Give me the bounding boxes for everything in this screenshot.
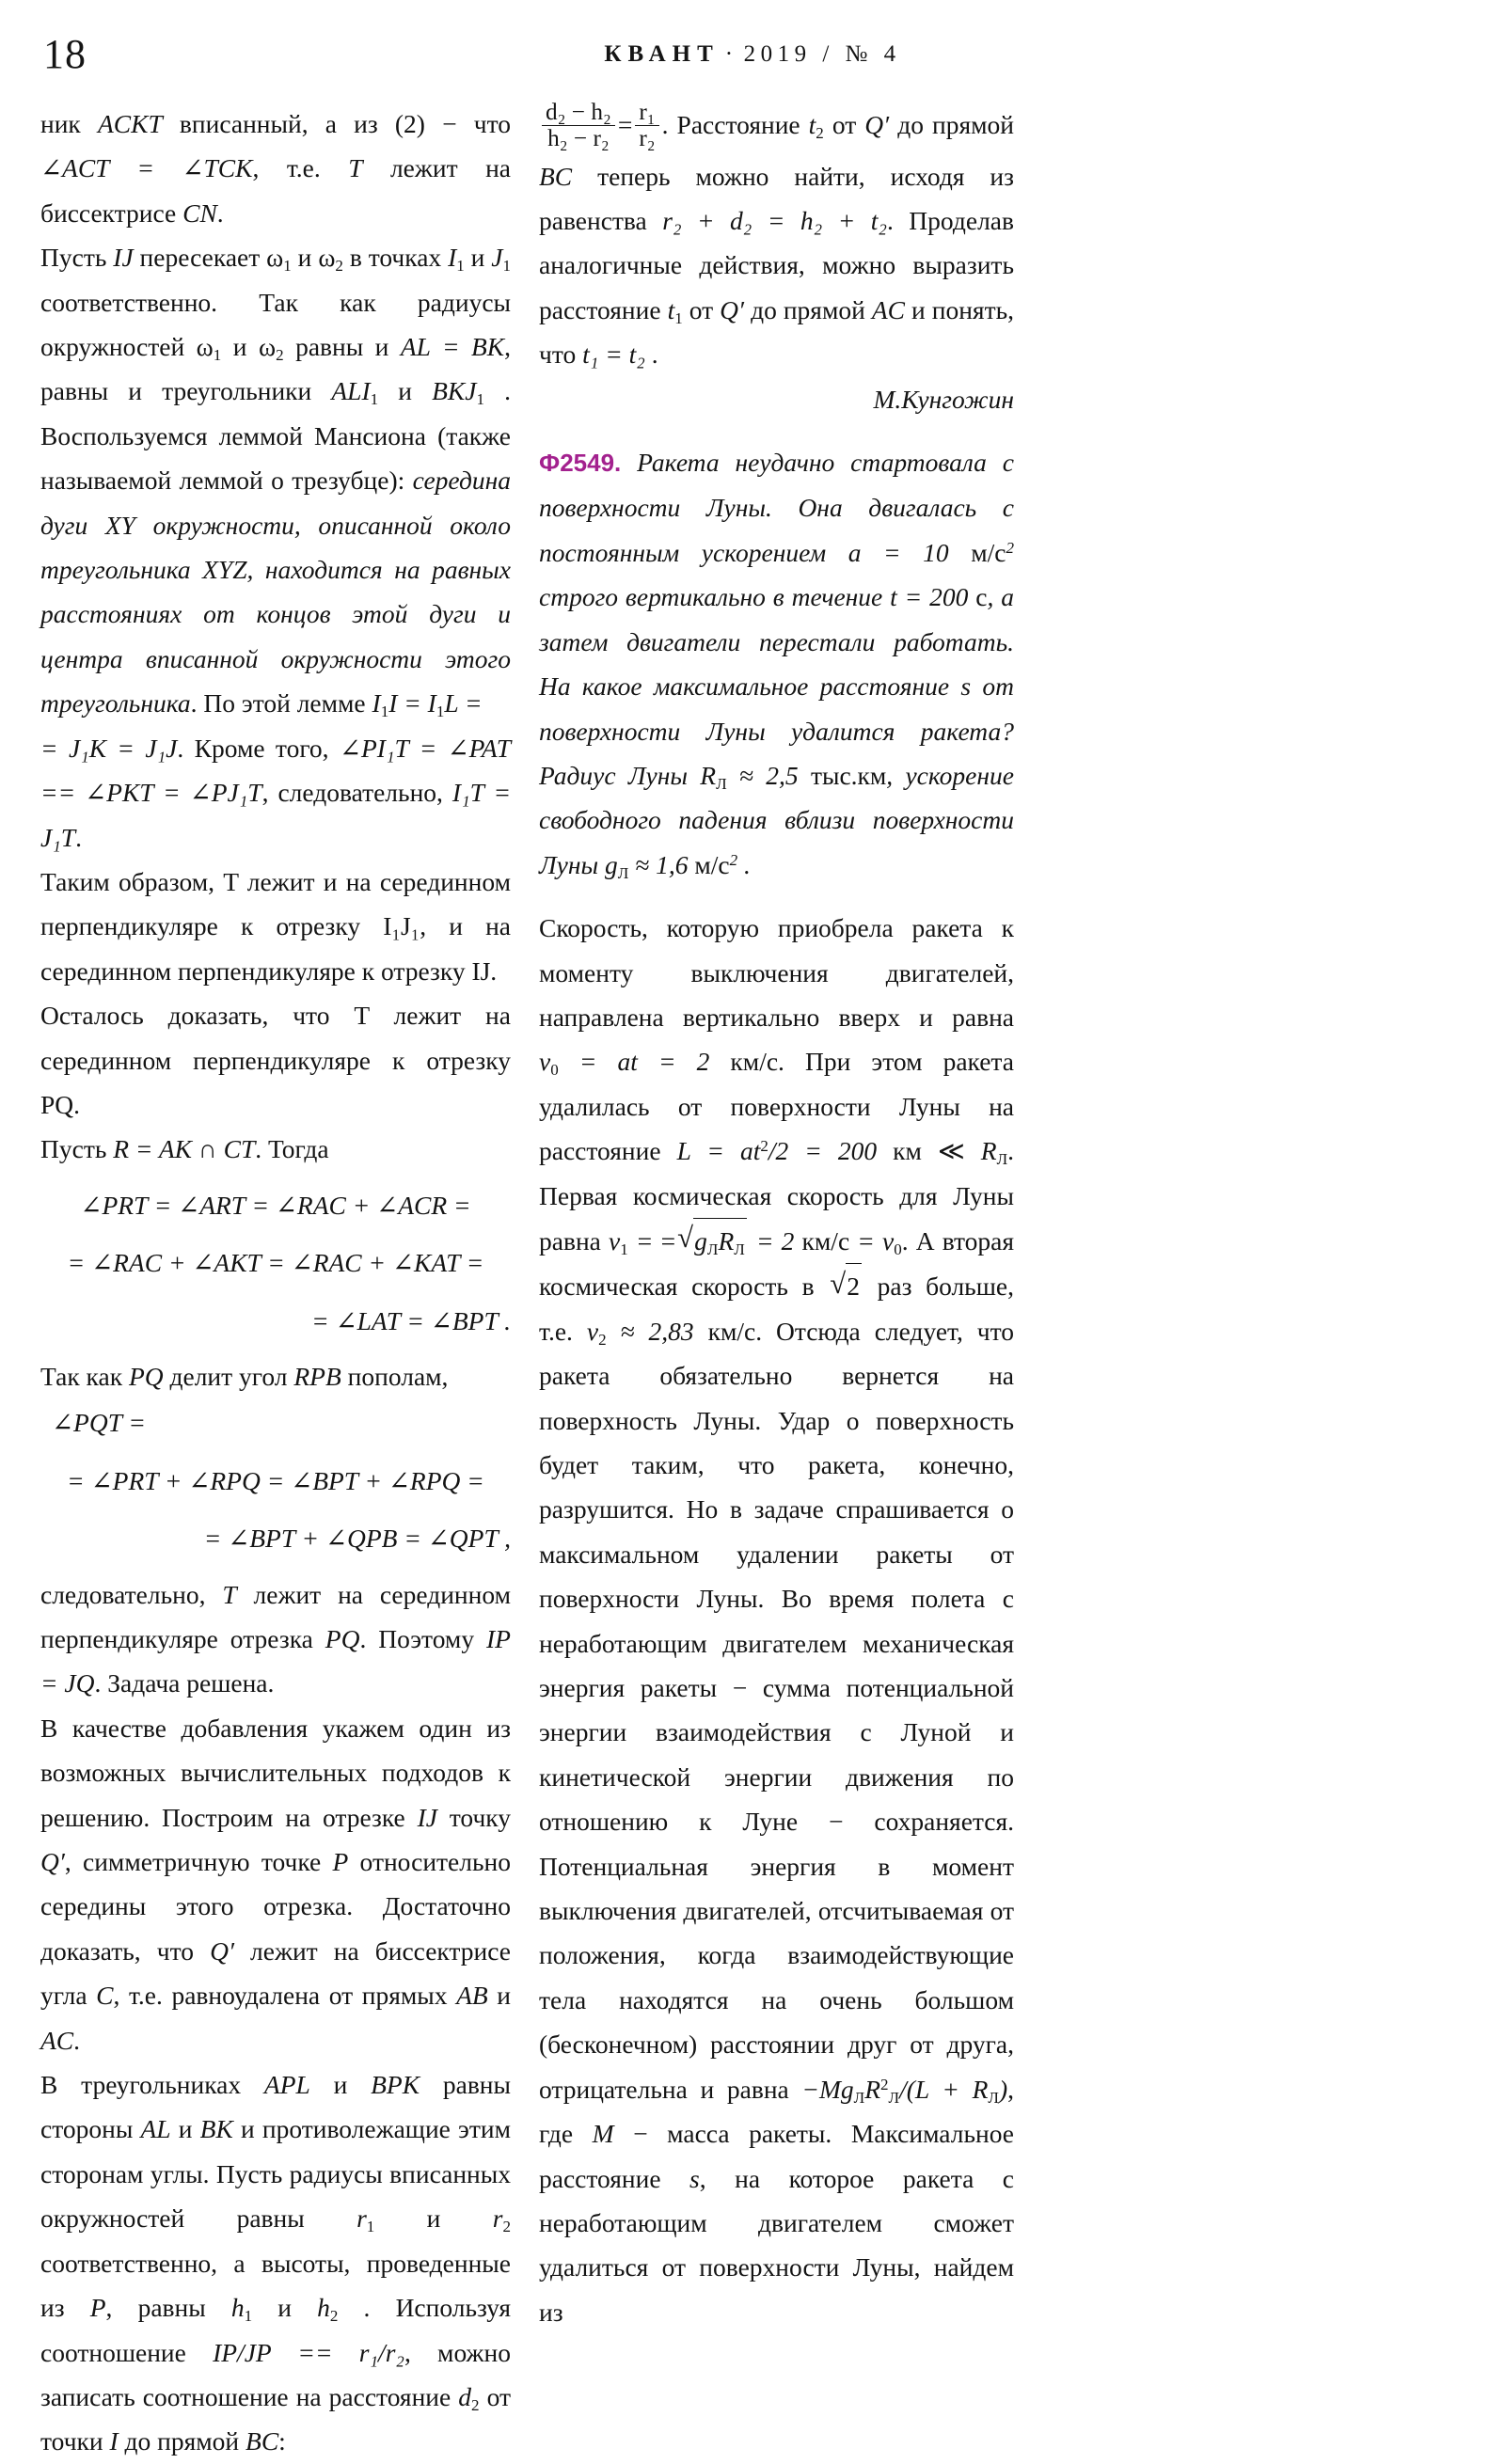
text-run: лежит на биссектрисе угла xyxy=(40,1935,511,2011)
moon-gravity-symbol xyxy=(604,849,689,882)
author-byline: М.Кунгожин xyxy=(873,384,1014,414)
math-run: APL xyxy=(263,2070,310,2100)
radius-r1 xyxy=(356,2203,375,2236)
math-run: ω xyxy=(258,332,277,362)
equals-sign: = xyxy=(617,110,633,140)
triangle-BKJ1 xyxy=(432,376,484,409)
math-run: = 2 xyxy=(748,1225,795,1256)
superscript: 2 xyxy=(1006,539,1015,558)
math-run: = v xyxy=(849,1225,895,1256)
math-run: = J₁K = J₁J xyxy=(40,733,178,763)
height-h1 xyxy=(230,2293,253,2325)
math-run: I₁T = J₁T xyxy=(40,778,511,852)
subscript: 1 xyxy=(620,1240,628,1258)
math-run: PQ xyxy=(325,1624,360,1653)
velocity-v0 xyxy=(539,1047,779,1080)
subscript: 1 xyxy=(366,2218,375,2236)
radicand: 2 xyxy=(846,1263,862,1308)
lemma-statement: середина дуги XY окружности, описанной около треугольника XYZ, находится на равных расстояниях от концов этой дуги и центра вписанной окружности этого треугольника xyxy=(40,466,511,719)
math-run: P xyxy=(89,2293,106,2323)
subscript: 2 xyxy=(276,345,284,364)
height-h2 xyxy=(317,2293,339,2325)
solution-paragraph xyxy=(539,906,1014,2334)
math-run: IJ xyxy=(113,243,134,273)
potential-energy-expression xyxy=(801,2074,1008,2107)
math-run: a = 10 xyxy=(848,537,949,567)
text-run: соответственно. Так как радиусы окружностей xyxy=(40,287,511,362)
text-run: Пусть xyxy=(40,243,114,273)
subscript: 1 xyxy=(370,390,379,409)
paragraph-proof-7 xyxy=(40,1354,511,1398)
subscript: Л xyxy=(853,2088,865,2107)
text-run: Так как xyxy=(40,1361,129,1391)
text-run: . xyxy=(644,340,658,370)
unit-run: км/с xyxy=(693,1316,756,1346)
moon-radius-symbol xyxy=(700,760,799,793)
math-run: L = xyxy=(444,688,483,719)
spacer xyxy=(40,1287,511,1297)
math-run: /(L + R xyxy=(899,2074,989,2104)
much-less-than-sign: ≪ xyxy=(921,1136,981,1166)
text-run: В треугольниках xyxy=(40,2070,264,2100)
subscript: 2 xyxy=(329,2306,339,2325)
paragraph-proof-9 xyxy=(40,1706,511,2062)
text-run: вписанный, а из (2) − что xyxy=(162,109,512,138)
spacer xyxy=(539,421,1014,440)
text-run: . xyxy=(737,849,751,879)
paragraph-frac-continuation xyxy=(539,99,1015,377)
text-run: и xyxy=(374,2203,493,2234)
math-run: BC xyxy=(246,2426,279,2456)
fraction-numerator: r₁ xyxy=(639,99,656,125)
text-run: и xyxy=(464,243,492,273)
math-run: R xyxy=(700,760,717,790)
math-run: AC xyxy=(871,294,905,324)
math-run: AB xyxy=(456,1981,488,2011)
text-run: лежит на серединном перпендикуляре отрезка xyxy=(40,1579,511,1653)
math-run: t₁ = t₂ xyxy=(582,340,645,370)
text-run: , т.е. xyxy=(252,153,349,183)
text-run: . xyxy=(75,822,82,852)
math-run: L = at xyxy=(676,1136,761,1166)
text-run: до прямой xyxy=(118,2426,246,2456)
superscript: 2 xyxy=(760,1137,768,1156)
math-run: P xyxy=(332,1847,349,1877)
paragraph-proof-5: Осталось доказать, что T лежит на серединном перпендикуляре к отрезку PQ. xyxy=(40,1001,511,1119)
paragraph-proof-8 xyxy=(40,1572,511,1706)
math-run: IP/JP = xyxy=(213,2337,315,2367)
spacer xyxy=(40,1563,511,1572)
spacer xyxy=(40,1229,511,1239)
paragraph-proof-10 xyxy=(40,2062,511,2464)
math-run: −Mg xyxy=(801,2074,854,2104)
text-run: , т.е. равноудалена от прямых xyxy=(113,1981,457,2011)
math-run: C xyxy=(96,1981,114,2011)
first-cosmic-velocity-expression: = √ $g_ЛR_Л = 2$ $км/с = v_0$ xyxy=(661,1226,902,1256)
math-run: PQ xyxy=(128,1361,164,1391)
math-run: R xyxy=(980,1136,997,1166)
running-head xyxy=(0,41,1505,68)
math-run: J xyxy=(491,243,503,273)
math-run: h xyxy=(317,2293,330,2323)
math-run: M xyxy=(592,2119,614,2149)
math-run: d xyxy=(458,2381,472,2411)
math-run: /2 = 200 xyxy=(768,1136,878,1166)
distance-d2 xyxy=(458,2381,480,2414)
text-run: , можно записать соотношение на расстояние xyxy=(40,2337,511,2411)
math-run: g xyxy=(694,1225,707,1256)
problem-statement-f2549 xyxy=(539,440,1014,887)
math-run: CN xyxy=(182,197,217,228)
text-run: в точках xyxy=(342,243,449,273)
square-root-of-two-icon xyxy=(830,1263,862,1308)
subscript: Л xyxy=(716,774,727,793)
text-run: . А вторая космическая скорость в xyxy=(539,1225,1015,1302)
text-run: относительно середины этого отрезка. Достаточно доказать, что xyxy=(40,1847,511,1966)
math-run: IJ xyxy=(417,1802,437,1832)
subscript: 1 xyxy=(502,256,512,275)
math-run: ≈ 2,83 xyxy=(606,1316,694,1346)
math-run: ACKT xyxy=(97,109,163,138)
math-run: ∠PI₁T = ∠PAT = xyxy=(40,733,512,808)
subscript: Л xyxy=(734,1240,745,1258)
subscript: 1 xyxy=(213,345,222,364)
subscript: 1 xyxy=(476,390,484,409)
text-run: делит угол xyxy=(163,1361,294,1391)
math-run: R = AK ∩ CT xyxy=(113,1134,256,1164)
math-run: t xyxy=(808,110,816,140)
subscript: Л xyxy=(988,2088,999,2107)
point-I1 xyxy=(448,243,465,275)
equation-pqt-1: = ∠PRT + ∠RPQ = ∠BPT + ∠RPQ = xyxy=(67,1465,484,1495)
fraction-d2h2-over-h2r2 xyxy=(542,100,615,152)
text-run: − масса ракеты. Максимальное расстояние xyxy=(539,2119,1015,2193)
superscript: 2 xyxy=(729,850,738,869)
fraction-denominator: r₂ xyxy=(635,125,658,151)
text-run: лежит на биссектрисе xyxy=(40,153,511,228)
math-run: BC xyxy=(539,161,573,191)
subscript: 2 xyxy=(816,123,824,142)
text-run: . Тогда xyxy=(255,1134,329,1164)
math-run: = r₁/r₂ xyxy=(315,2337,404,2367)
left-column xyxy=(40,102,511,2464)
math-run: ω xyxy=(196,332,214,362)
text-run: , симметричную точке xyxy=(64,1847,333,1877)
text-run: и xyxy=(309,2070,372,2100)
distance-L xyxy=(676,1136,1008,1168)
paragraph-proof-6 xyxy=(40,1127,511,1171)
fraction-denominator: h₂ − r₂ xyxy=(542,125,615,151)
unit-run: м/с xyxy=(948,537,1006,567)
text-run: . Поэтому xyxy=(359,1624,487,1653)
math-run: BPK xyxy=(371,2070,420,2100)
math-run: ≈ 2,5 xyxy=(726,760,799,790)
text-run: от поверхности Луны удалится ракета? Радиус Луны xyxy=(539,671,1014,790)
subscript: 1 xyxy=(244,2306,253,2325)
issue-label: 2019 / № 4 xyxy=(743,41,901,67)
math-run: = xyxy=(627,1225,654,1256)
subscript: 1 xyxy=(456,256,465,275)
math-run: BK xyxy=(199,2114,233,2144)
math-run: ≈ 1,6 xyxy=(628,849,689,879)
subscript: Л xyxy=(888,2088,900,2107)
math-run: ALI xyxy=(331,376,371,406)
square-root-icon xyxy=(677,1218,747,1263)
math-run: T xyxy=(222,1579,237,1609)
math-run: AC xyxy=(40,2025,74,2055)
subscript: 1 xyxy=(674,308,683,327)
text-run: и xyxy=(221,332,259,362)
text-run: и xyxy=(291,243,319,273)
page-header xyxy=(0,31,1505,77)
magazine-title: КВАНТ xyxy=(604,41,720,67)
subscript: 0 xyxy=(894,1240,902,1258)
unit-run: км xyxy=(877,1136,922,1166)
math-run: I = I xyxy=(388,688,436,719)
text-run: до прямой xyxy=(744,294,872,324)
text-run: . Проделав аналогичные действия, можно выразить расстояние xyxy=(539,206,1014,324)
header-separator: · xyxy=(724,41,738,67)
math-run: s xyxy=(960,671,972,702)
spacer xyxy=(40,1172,511,1181)
text-run: соответственно, а высоты, проведенные из xyxy=(40,2248,511,2323)
text-run: и понять, что xyxy=(539,294,1015,370)
math-run: T xyxy=(348,153,363,183)
text-run: , равны и треугольники xyxy=(40,332,511,406)
point-J1 xyxy=(491,243,512,275)
math-run: AL xyxy=(140,2114,171,2144)
text-run: и xyxy=(378,376,433,406)
text-run: от xyxy=(823,110,865,140)
unit-run: с xyxy=(968,582,988,612)
text-run: Пусть xyxy=(40,1134,114,1164)
math-run: ω xyxy=(318,243,336,273)
subscript: 1 xyxy=(283,256,292,275)
text-run: , а затем двигатели перестали работать. На какое максимальное расстояние xyxy=(539,582,1014,702)
equation-prt-1: ∠PRT = ∠ART = ∠RAC + ∠ACR = xyxy=(80,1190,471,1220)
equation-pqt-0: ∠PQT = xyxy=(52,1408,146,1438)
subscript: 2 xyxy=(598,1330,607,1349)
distance-t2 xyxy=(808,110,824,142)
paragraph-proof-4: Таким образом, T лежит и на серединном перпендикуляре к отрезку I₁J₁, и на серединном перпендикуляре к отрезку IJ. xyxy=(40,866,511,986)
text-run: Скорость, которую приобрела ракета к моменту выключения двигателей, направлена вертикально вверх и равна xyxy=(539,913,1014,1032)
text-run: : xyxy=(278,2426,286,2456)
math-run: AL = BK xyxy=(400,332,505,362)
text-run: равны и xyxy=(283,332,401,362)
text-run: . Первая космическая скорость для Луны равна xyxy=(539,1136,1015,1256)
text-run: В качестве добавления укажем один из возможных вычислительных подходов к решению. Построим на отрезке xyxy=(40,1713,511,1832)
text-run: . Расстояние xyxy=(661,110,809,140)
text-run: Ракета неудачно стартовала с поверхности Луны. Она двигалась с постоянным ускорением xyxy=(539,448,1014,567)
math-run: I xyxy=(448,243,457,273)
text-run: до прямой xyxy=(889,110,1014,140)
subscript: Л xyxy=(996,1149,1008,1168)
text-run: , следовательно, xyxy=(261,778,452,808)
subscript: 1 xyxy=(380,703,389,721)
velocity-v2 xyxy=(586,1316,756,1349)
math-run: R xyxy=(718,1225,735,1256)
right-column xyxy=(539,99,1015,2334)
math-run: t = 200 xyxy=(890,582,969,612)
paragraph-proof-2 xyxy=(40,235,511,725)
unit-run: тыс.км xyxy=(798,760,887,790)
spacer xyxy=(40,1447,511,1457)
math-run: = at = 2 xyxy=(558,1047,710,1077)
text-run: точку xyxy=(436,1802,511,1832)
text-run: . При этом ракета удалилась от поверхности Луны на расстояние xyxy=(539,1047,1014,1166)
math-run: = ∠PKT = ∠PJ₁T xyxy=(57,778,262,808)
text-run: ник xyxy=(40,109,98,138)
subscript: 2 xyxy=(335,256,343,275)
math-run: Q′ xyxy=(720,294,745,324)
text-run: и противолежащие этим сторонам углы. Пусть радиусы вписанных окружностей равны xyxy=(40,2114,511,2234)
math-run: s xyxy=(689,2163,700,2193)
text-run: от xyxy=(682,294,721,324)
text-run: и xyxy=(170,2114,200,2144)
math-run: Q′ xyxy=(40,1847,65,1877)
text-run: следовательно, xyxy=(40,1579,223,1609)
text-run: и xyxy=(252,2293,318,2323)
subscript: Л xyxy=(706,1240,719,1258)
spacer xyxy=(40,1505,511,1514)
eq-I1I xyxy=(372,688,483,721)
text-run: . Задача решена. xyxy=(94,1668,275,1698)
fraction-numerator: d₂ − h₂ xyxy=(546,99,611,125)
text-run: равны стороны xyxy=(40,2070,511,2144)
math-run: R xyxy=(864,2074,881,2104)
omega-2b xyxy=(258,332,284,364)
text-run: раз больше, т.е. xyxy=(539,1271,1014,1346)
subscript: 0 xyxy=(550,1061,559,1080)
paragraph-proof-1 xyxy=(40,102,511,235)
math-run: ) xyxy=(998,2074,1008,2104)
math-run: Q′ xyxy=(210,1935,234,1966)
text-run: . Используя соотношение xyxy=(40,2293,512,2367)
math-run: I xyxy=(109,2426,119,2456)
text-run: теперь можно найти, исходя из равенства xyxy=(539,161,1014,236)
math-run: t xyxy=(667,294,675,324)
text-run: и xyxy=(487,1981,511,2011)
velocity-v1 xyxy=(609,1226,653,1256)
math-run: I xyxy=(372,688,381,719)
subscript: 2 xyxy=(471,2395,480,2414)
text-run: , где xyxy=(539,2074,1014,2149)
equation-prt-2: = ∠RAC + ∠AKT = ∠RAC + ∠KAT = xyxy=(67,1248,484,1278)
radicand xyxy=(693,1218,747,1263)
spacer xyxy=(40,1345,511,1354)
math-run: ω xyxy=(266,243,284,273)
math-run: BKJ xyxy=(432,376,477,406)
math-run: IP = JQ xyxy=(40,1624,511,1698)
omega-1b xyxy=(196,332,222,364)
math-run: v xyxy=(539,1047,551,1077)
equation-pqt-2: = ∠BPT + ∠QPB = ∠QPT , xyxy=(203,1524,511,1554)
text-run: , ускорение свободного падения вблизи поверхности Луны xyxy=(539,760,1014,879)
text-run: от точки xyxy=(40,2381,512,2456)
omega-2 xyxy=(318,243,343,275)
page-number: 18 xyxy=(43,31,87,77)
text-run: . Отсюда следует, что ракета обязательно вернется на поверхность Луны. Удар о поверхность будет таким, что ракета, конечно, разрушится. Но в задаче спрашивается о максимальном удалении ракеты от поверхности Луны. Во время полета с неработающим двигателем механическая энергия ракеты − сумма потенциальной энергии взаимодействия с Луной и кинетической энергии движения по отношению к Луне − сохраняется. Потенциальная энергия в момент выключения двигателей, отсчитываемая от положения, когда взаимодействующие тела находятся на очень большом (бесконечном) расстоянии друг от друга, отрицательна и равна xyxy=(539,1316,1015,2104)
math-run: RPB xyxy=(293,1361,341,1391)
problem-number-badge: Ф2549. xyxy=(539,449,622,478)
math-run: r xyxy=(492,2203,503,2234)
math-run: Q′ xyxy=(864,110,890,140)
spacer xyxy=(539,887,1014,906)
unit-run: км/с xyxy=(794,1225,850,1256)
paragraph-proof-3 xyxy=(40,726,511,860)
math-run: ∠ACT = ∠TCK xyxy=(40,153,253,183)
subscript: 2 xyxy=(502,2218,511,2236)
subscript: Л xyxy=(617,863,629,882)
text-run: , на которое ракета с неработающим двигателем сможет удалиться от поверхности Луны, найдем из xyxy=(539,2163,1014,2327)
text-run: . Воспользуемся леммой Мансиона (также называемой леммой о трезубце): xyxy=(40,376,512,496)
superscript: 2 xyxy=(880,2075,889,2093)
text-run: . xyxy=(216,197,224,228)
text-run: . xyxy=(73,2025,81,2055)
math-run: v xyxy=(609,1225,621,1256)
text-run: строго вертикально в течение xyxy=(539,582,891,612)
math-run: g xyxy=(604,849,618,879)
omega-1 xyxy=(266,243,292,275)
subscript: 1 xyxy=(436,703,445,721)
fraction-r1-over-r2 xyxy=(635,100,658,152)
text-run: пополам, xyxy=(341,1361,449,1391)
text-run: пересекает xyxy=(133,243,267,273)
distance-t1 xyxy=(667,294,683,327)
triangle-ALI1 xyxy=(331,376,379,409)
radius-r2 xyxy=(492,2203,511,2236)
text-run: . По этой лемме xyxy=(190,688,372,719)
unit-run: км/с xyxy=(709,1047,779,1077)
math-run: r xyxy=(356,2203,367,2234)
math-run: r₂ + d₂ = h₂ + t₂ xyxy=(662,206,887,236)
text-run: . Кроме того, xyxy=(177,733,340,763)
math-run: v xyxy=(586,1316,599,1346)
text-run: , равны xyxy=(105,2293,231,2323)
equation-prt-3: = ∠LAT = ∠BPT . xyxy=(311,1305,511,1335)
unit-run: м/с xyxy=(688,849,730,879)
math-run: h xyxy=(230,2293,245,2323)
